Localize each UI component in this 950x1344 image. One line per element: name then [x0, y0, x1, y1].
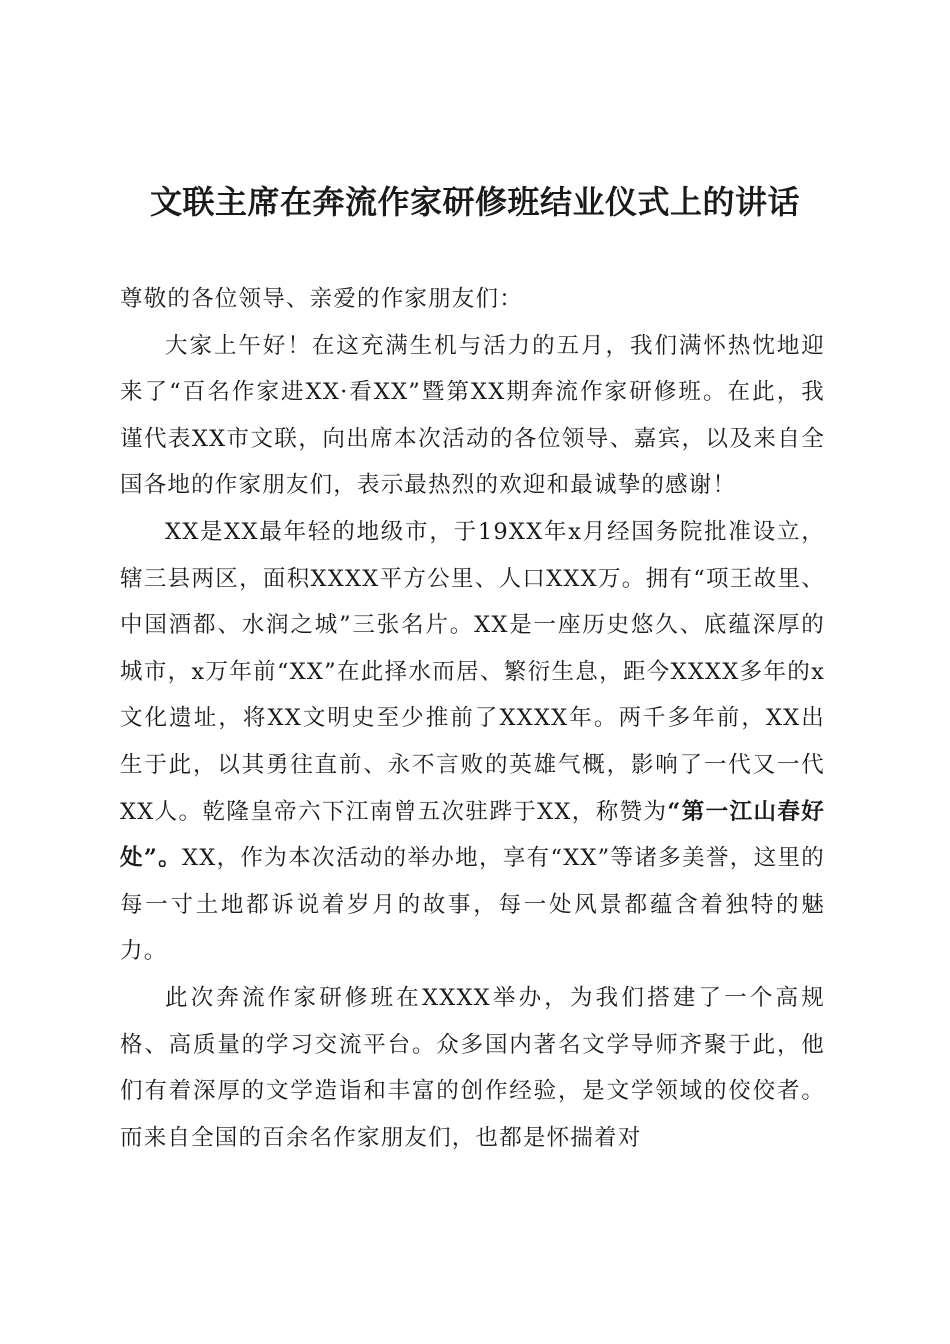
document-body [120, 276, 825, 1161]
paragraph-city-intro [120, 509, 825, 975]
paragraph-city-intro-continued: XX，作为本次活动的举办地，享有“XX”等诸多美誉，这里的每一寸土地都诉说着岁月的故事，每一处风景都蕴含着独特的魅力。 [120, 845, 825, 965]
document-title: 文联主席在奔流作家研修班结业仪式上的讲话 [149, 183, 800, 221]
salutation: 尊敬的各位领导、亲爱的作家朋友们： [120, 286, 523, 312]
paragraph-city-intro-text: XX是XX最年轻的地级市，于19XX年x月经国务院批准设立，辖三县两区，面积XXXX平方公里、人口XXX万。拥有“项王故里、中国酒都、水润之城”三张名片。XX是一座历史悠久、底蕴深厚的城市，x万年前“XX”在此择水而居、繁衍生息，距今XXXX多年的x文化遗址，将XX文明史至少推前了XXXX年。两千多年前，XX出生于此，以其勇往直前、永不言败的英雄气概，影响了一代又一代XX人。乾隆皇帝六下江南曾五次驻跸于XX，称赞为 [120, 518, 825, 825]
paragraph-welcome: 大家上午好！在这充满生机与活力的五月，我们满怀热忱地迎来了“百名作家进XX·看XX”暨第XX期奔流作家研修班。在此，我谨代表XX市文联，向出席本次活动的各位领导、嘉宾，以及来自全国各地的作家朋友们，表示最热烈的欢迎和最诚挚的感谢！ [120, 332, 825, 499]
paragraph-workshop: 此次奔流作家研修班在XXXX举办，为我们搭建了一个高规格、高质量的学习交流平台。众多国内著名文学导师齐聚于此，他们有着深厚的文学造诣和丰富的创作经验，是文学领域的佼佼者。而来自全国的百余名作家朋友们，也都是怀揣着对 [120, 984, 825, 1151]
emphasized-quote: “第一江山春好处”。 [120, 798, 826, 872]
